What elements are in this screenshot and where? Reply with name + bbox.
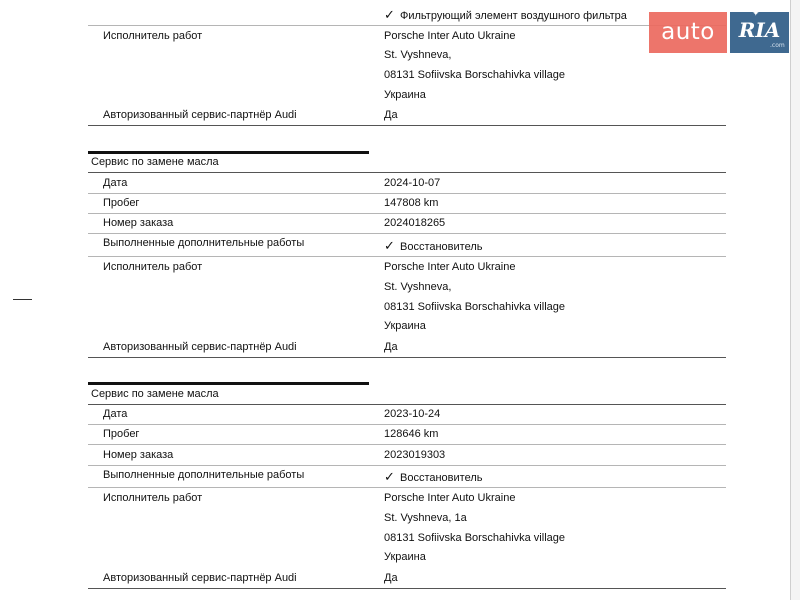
section-title: Сервис по замене масла: [91, 388, 219, 400]
date-label: Дата: [103, 408, 128, 420]
checkmark-icon: ✓: [384, 7, 395, 22]
performer-line-1: Porsche Inter Auto Ukraine: [384, 30, 516, 42]
checkmark-icon: ✓: [384, 469, 395, 484]
auto-ria-logo-auto: auto: [649, 12, 727, 53]
star-icon: ✦: [752, 8, 760, 18]
order-value: 2024018265: [384, 217, 446, 229]
section-title: Сервис по замене масла: [91, 156, 219, 168]
extra-work-label: Выполненные дополнительные работы: [103, 469, 305, 481]
row-divider: [88, 193, 726, 194]
row-divider: [88, 256, 726, 257]
mileage-value: 128646 km: [384, 428, 439, 440]
row-divider: [88, 25, 726, 26]
date-label: Дата: [103, 177, 128, 189]
row-divider: [88, 233, 726, 234]
section-end-divider: [88, 588, 726, 589]
performer-line-3: 08131 Sofiivska Borschahivka village: [384, 532, 565, 544]
performer-line-4: Украина: [384, 551, 426, 563]
mileage-label: Пробег: [103, 428, 140, 440]
performer-line-4: Украина: [384, 320, 426, 332]
extra-work-item: [384, 8, 627, 23]
performer-line-2: St. Vyshneva,: [384, 281, 452, 293]
performer-line-4: Украина: [384, 89, 426, 101]
row-divider: [88, 404, 726, 405]
mileage-label: Пробег: [103, 197, 140, 209]
section-title-bar: [88, 151, 369, 154]
section-end-divider: [88, 357, 726, 358]
date-value: 2024-10-07: [384, 177, 441, 189]
performer-line-2: St. Vyshneva,: [384, 49, 452, 61]
mileage-value: 147808 km: [384, 197, 439, 209]
checkmark-icon: ✓: [384, 238, 395, 253]
performer-line-3: 08131 Sofiivska Borschahivka village: [384, 301, 565, 313]
row-divider: [88, 213, 726, 214]
partner-label: Авторизованный сервис-партнёр Audi: [103, 341, 297, 353]
page-edge: [790, 0, 800, 600]
row-divider: [88, 487, 726, 488]
extra-work-label: Выполненные дополнительные работы: [103, 237, 305, 249]
extra-work-text: Восстановитель: [400, 241, 483, 253]
auto-ria-logo-suffix: .com: [770, 42, 785, 49]
auto-ria-logo-ria: RIA: [730, 12, 789, 53]
extra-work-text: Восстановитель: [400, 472, 483, 484]
performer-line-1: Porsche Inter Auto Ukraine: [384, 261, 516, 273]
extra-work-item: [384, 470, 482, 485]
extra-work-text: Фильтрующий элемент воздушного фильтра: [400, 10, 627, 22]
order-value: 2023019303: [384, 449, 446, 461]
row-divider: [88, 172, 726, 173]
performer-label: Исполнитель работ: [103, 492, 203, 504]
section-title-bar: [88, 382, 369, 385]
partner-value: Да: [384, 109, 398, 121]
section-end-divider: [88, 125, 726, 126]
performer-line-2: St. Vyshneva, 1a: [384, 512, 467, 524]
partner-value: Да: [384, 341, 398, 353]
row-divider: [88, 465, 726, 466]
date-value: 2023-10-24: [384, 408, 441, 420]
order-label: Номер заказа: [103, 449, 174, 461]
order-label: Номер заказа: [103, 217, 174, 229]
partner-label: Авторизованный сервис-партнёр Audi: [103, 572, 297, 584]
extra-work-item: [384, 239, 482, 254]
partner-label: Авторизованный сервис-партнёр Audi: [103, 109, 297, 121]
performer-label: Исполнитель работ: [103, 261, 203, 273]
margin-mark: [13, 299, 32, 300]
row-divider: [88, 424, 726, 425]
row-divider: [88, 444, 726, 445]
performer-line-3: 08131 Sofiivska Borschahivka village: [384, 69, 565, 81]
partner-value: Да: [384, 572, 398, 584]
performer-line-1: Porsche Inter Auto Ukraine: [384, 492, 516, 504]
performer-label: Исполнитель работ: [103, 30, 203, 42]
